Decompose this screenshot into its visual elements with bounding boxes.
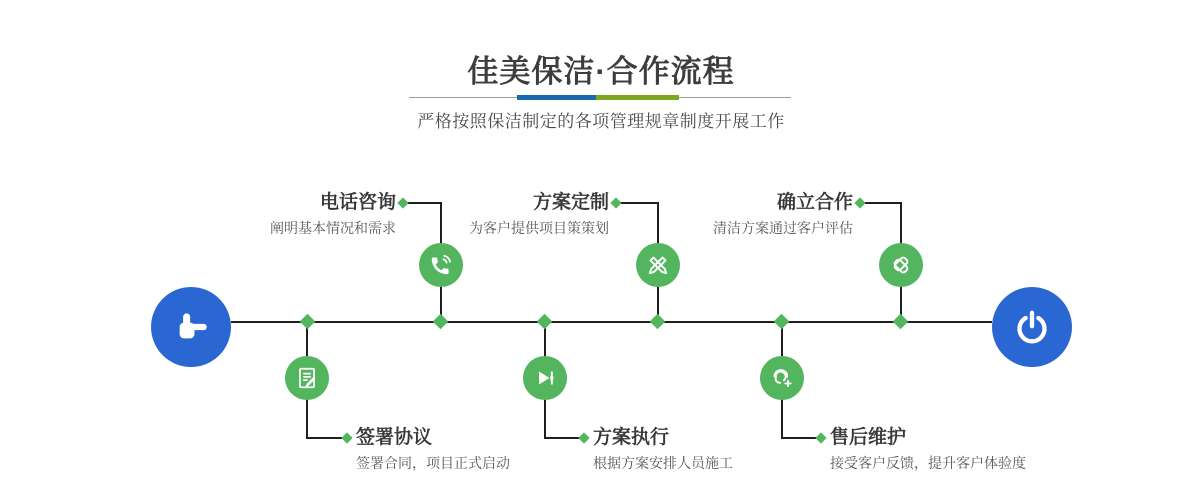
step-node-phone <box>419 243 463 287</box>
step-node-contract <box>285 356 329 400</box>
label-diamond <box>815 432 826 443</box>
step-label-cooperate <box>713 191 853 237</box>
contract-icon <box>294 365 320 391</box>
step-title: 方案定制 <box>532 192 609 213</box>
step-desc: 接受客户反馈，提升客户体验度 <box>830 455 1026 471</box>
timeline-diamond <box>893 314 909 330</box>
customer-service-plus-icon <box>769 365 795 391</box>
step-desc: 根据方案安排人员施工 <box>593 455 733 471</box>
start-node <box>151 287 231 367</box>
step-title: 方案执行 <box>593 427 670 448</box>
connector <box>404 202 442 204</box>
label-diamond <box>610 197 621 208</box>
step-title: 售后维护 <box>830 427 907 448</box>
play-icon <box>532 365 558 391</box>
step-label-contract <box>356 426 510 472</box>
step-node-aftersales <box>760 356 804 400</box>
label-diamond <box>578 432 589 443</box>
connector <box>544 437 580 439</box>
title-divider <box>409 93 793 102</box>
step-node-cooperate <box>879 243 923 287</box>
phone-icon <box>428 252 454 278</box>
divider-gray-right <box>679 97 791 98</box>
timeline-line <box>231 321 992 323</box>
timeline-diamond <box>650 314 666 330</box>
connector <box>306 437 342 439</box>
step-desc: 签署合同，项目正式启动 <box>356 455 510 471</box>
page-subtitle: 严格按照保洁制定的各项管理规章制度开展工作 <box>417 112 785 131</box>
timeline-diamond <box>300 314 316 330</box>
connector <box>861 202 902 204</box>
step-label-aftersales <box>830 426 1026 472</box>
label-diamond <box>854 197 865 208</box>
step-label-plan <box>469 191 609 237</box>
step-title: 电话咨询 <box>319 192 396 213</box>
step-label-phone <box>270 191 396 237</box>
power-icon <box>1012 307 1052 347</box>
timeline-diamond <box>774 314 790 330</box>
crossed-pencils-icon <box>645 252 671 278</box>
step-desc: 为客户提供项目策策划 <box>469 220 609 236</box>
label-diamond <box>341 432 352 443</box>
divider-gray-left <box>409 97 517 98</box>
step-node-execute <box>523 356 567 400</box>
step-node-plan <box>636 243 680 287</box>
handshake-icon <box>888 252 914 278</box>
connector <box>617 202 659 204</box>
end-node <box>992 287 1072 367</box>
step-desc: 清洁方案通过客户评估 <box>713 220 853 236</box>
divider-blue-segment <box>517 95 596 100</box>
timeline-diamond <box>537 314 553 330</box>
page-title: 佳美保洁·合作流程 <box>467 54 735 89</box>
pointing-hand-icon <box>170 306 212 348</box>
step-desc: 阐明基本情况和需求 <box>270 220 396 236</box>
step-title: 签署协议 <box>356 427 433 448</box>
connector <box>781 437 817 439</box>
timeline-diamond <box>433 314 449 330</box>
step-label-execute <box>593 426 733 472</box>
divider-green-segment <box>596 95 679 100</box>
step-title: 确立合作 <box>776 192 853 213</box>
label-diamond <box>397 197 408 208</box>
